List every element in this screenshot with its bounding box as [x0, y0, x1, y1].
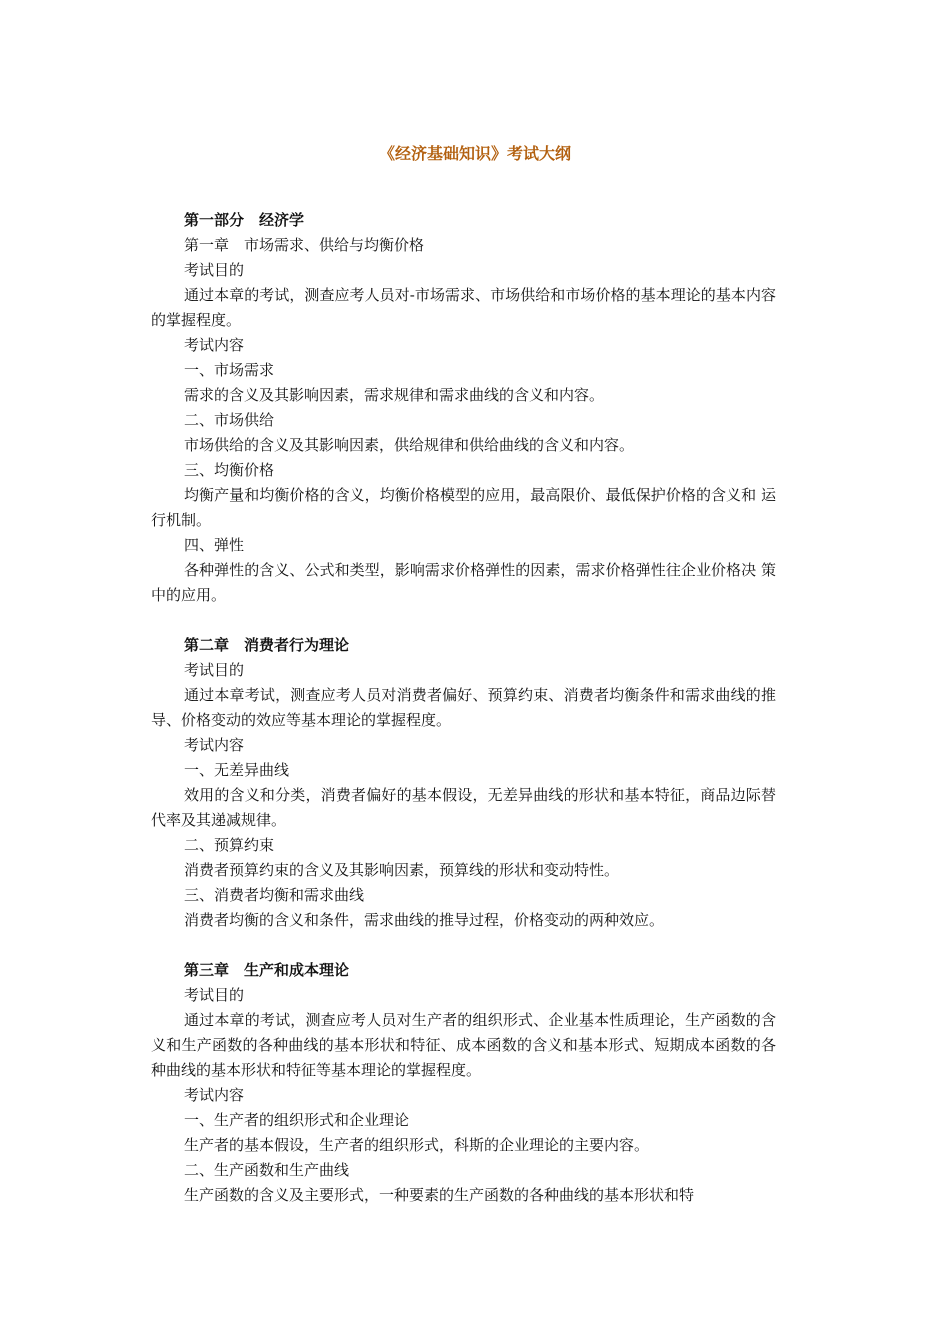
chapter-1-section-3-text: 均衡产量和均衡价格的含义，均衡价格模型的应用，最高限价、最低保护价格的含义和 运行机制。 — [151, 486, 776, 529]
chapter-1-section-2: 二、市场供给 — [184, 411, 275, 429]
chapter-3-section-1-text: 生产者的基本假设，生产者的组织形式，科斯的企业理论的主要内容。 — [184, 1136, 650, 1154]
part-heading: 第一部分 经济学 — [184, 211, 305, 229]
chapter-2-section-1: 一、无差异曲线 — [184, 761, 290, 779]
document-body — [151, 208, 776, 1208]
chapter-3-section-1: 一、生产者的组织形式和企业理论 — [184, 1111, 410, 1129]
chapter-3-content-label: 考试内容 — [184, 1086, 245, 1104]
chapter-1-section-4: 四、弹性 — [184, 536, 245, 554]
chapter-1-section-1: 一、市场需求 — [184, 361, 275, 379]
document-title: 《经济基础知识》考试大纲 — [378, 144, 571, 163]
spacer — [151, 608, 776, 633]
chapter-1-section-4-text: 各种弹性的含义、公式和类型，影响需求价格弹性的因素，需求价格弹性往企业价格决 策中的应用。 — [151, 561, 776, 604]
chapter-1-section-3: 三、均衡价格 — [184, 461, 275, 479]
chapter-1-goal: 通过本章的考试，测查应考人员对-市场需求、市场供给和市场价格的基本理论的基本内容的掌握程度。 — [151, 286, 776, 329]
chapter-1-content-label: 考试内容 — [184, 336, 245, 354]
chapter-2-section-2-text: 消费者预算约束的含义及其影响因素，预算线的形状和变动特性。 — [184, 861, 620, 879]
chapter-3-section-2: 二、生产函数和生产曲线 — [184, 1161, 350, 1179]
chapter-3-title: 第三章 生产和成本理论 — [184, 961, 350, 979]
chapter-2-content-label: 考试内容 — [184, 736, 245, 754]
chapter-2-section-1-text: 效用的含义和分类，消费者偏好的基本假设，无差异曲线的形状和基本特征，商品边际替代率及其递减规律。 — [151, 786, 776, 829]
chapter-2-title: 第二章 消费者行为理论 — [184, 636, 350, 654]
chapter-1-section-1-text: 需求的含义及其影响因素，需求规律和需求曲线的含义和内容。 — [184, 386, 605, 404]
chapter-1-goal-label: 考试目的 — [184, 261, 245, 279]
chapter-3-goal: 通过本章的考试，测查应考人员对生产者的组织形式、企业基本性质理论，生产函数的含义和生产函数的各种曲线的基本形状和特征、成本函数的含义和基本形式、短期成本函数的各种曲线的基本形状和特征等基本理论的掌握程度。 — [151, 1011, 776, 1079]
chapter-1-title: 第一章 市场需求、供给与均衡价格 — [184, 236, 425, 254]
spacer — [151, 933, 776, 958]
chapter-3-goal-label: 考试目的 — [184, 986, 245, 1004]
chapter-1-section-2-text: 市场供给的含义及其影响因素，供给规律和供给曲线的含义和内容。 — [184, 436, 635, 454]
chapter-2-goal-label: 考试目的 — [184, 661, 245, 679]
chapter-2-section-3-text: 消费者均衡的含义和条件，需求曲线的推导过程，价格变动的两种效应。 — [184, 911, 665, 929]
chapter-2-section-3: 三、消费者均衡和需求曲线 — [184, 886, 365, 904]
chapter-2-section-2: 二、预算约束 — [184, 836, 275, 854]
chapter-2-goal: 通过本章考试，测查应考人员对消费者偏好、预算约束、消费者均衡条件和需求曲线的推导、价格变动的效应等基本理论的掌握程度。 — [151, 686, 776, 729]
chapter-3-section-2-text: 生产函数的含义及主要形式，一种要素的生产函数的各种曲线的基本形状和特 — [184, 1186, 695, 1204]
